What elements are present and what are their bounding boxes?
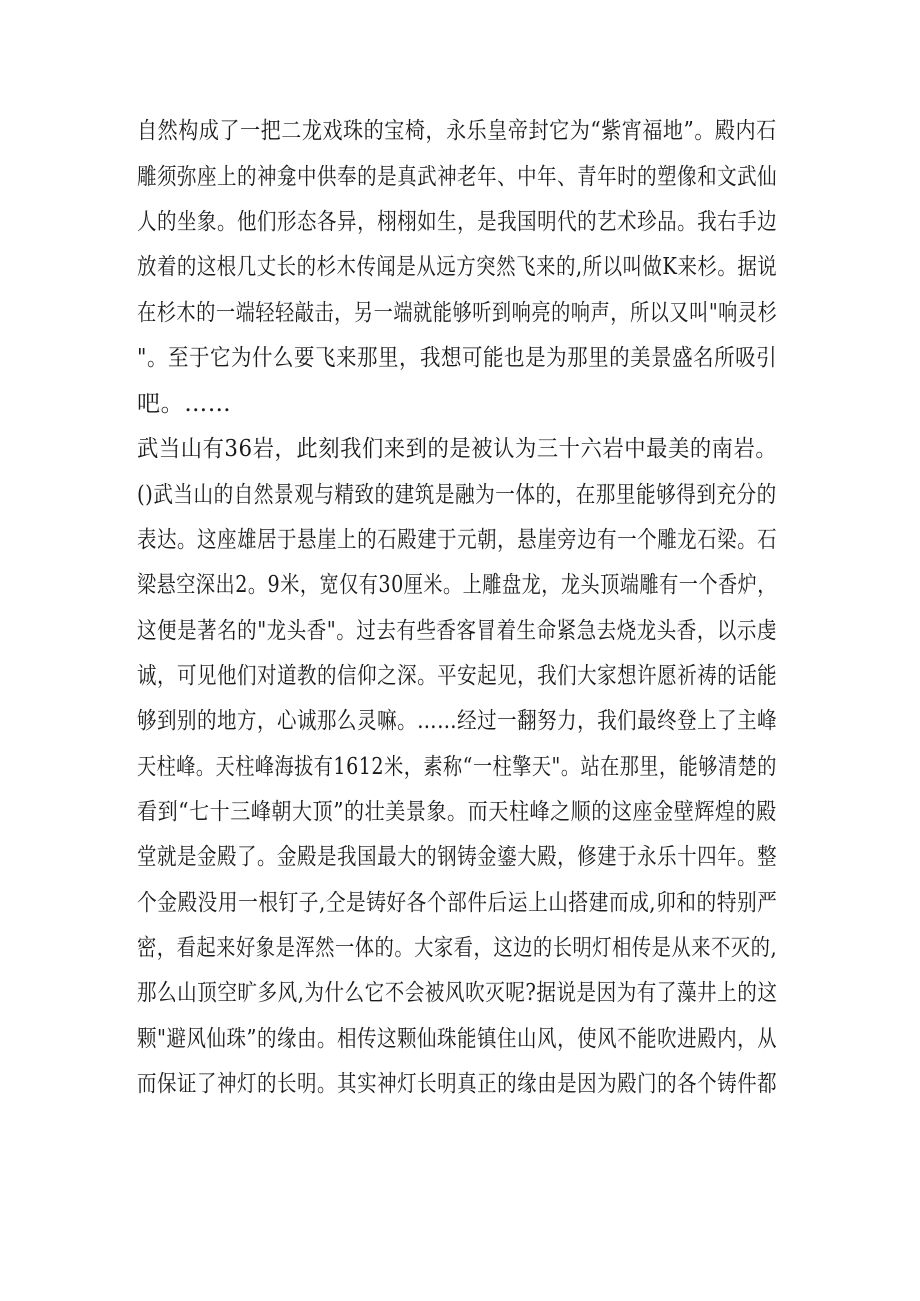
text-line: 武当山有36岩，此刻我们来到的是被认为三十六岩中最美的南岩。 [137, 436, 778, 462]
text-line: 在杉木的一端轻轻敲击，另一端就能够听到响亮的响声，所以又叫"响灵杉 [137, 300, 778, 326]
text-line: 堂就是金殿了。金殿是我国最大的钢铸金鎏大殿，修建于永乐十四年。整 [137, 844, 778, 870]
text-line: 吧。…… [137, 391, 232, 417]
text-line: 梁悬空深出2。9米，宽仅有30厘米。上雕盘龙，龙头顶端雕有一个香炉， [137, 572, 777, 598]
text-line: 人的坐象。他们形态各异，栩栩如生，是我国明代的艺术珍品。我右手边 [137, 209, 778, 235]
text-line: 密，看起来好象是浑然一体的。大家看，这边的长明灯相传是从来不灭的, [137, 935, 778, 961]
text-line: 个金殿没用一根钉子,仝是铸好各个部件后运上山搭建而成,卯和的特别严 [137, 890, 778, 916]
text-line: 诚，可见他们对道教的信仰之深。平安起见，我们大家想许愿祈祷的话能 [137, 663, 778, 689]
text-line: 放着的这根几丈长的杉木传闻是从远方突然飞来的,所以叫做K来杉。据说 [137, 254, 778, 280]
text-line: 这便是著名的"龙头香"。过去有些香客冒着生命紧急去烧龙头香，以示虔 [137, 618, 777, 644]
text-line: 表达。这座雄居于悬崖上的石殿建于元朝，悬崖旁边有一个雕龙石梁。石 [137, 527, 778, 553]
text-line: 而保证了神灯的长明。其实神灯长明真正的缘由是因为殿门的各个铸件都 [137, 1071, 778, 1097]
text-line: 雕须弥座上的神龛中供奉的是真武神老年、中年、青年时的塑像和文武仙 [137, 164, 778, 190]
text-line: 自然构成了一把二龙戏珠的宝椅，永乐皇帝封它为“紫宵福地”。殿内石 [137, 118, 777, 144]
text-line: 颗"避风仙珠”的缘由。相传这颗仙珠能镇住山风，使风不能吹进殿内，从 [137, 1026, 778, 1052]
text-line: "。至于它为什么要飞来那里，我想可能也是为那里的美景盛名所吸引 [137, 345, 778, 371]
text-line: 够到别的地方，心诚那么灵嘛。……经过一翻努力，我们最终登上了主峰 [137, 708, 778, 734]
text-line: ()武当山的自然景观与精致的建筑是融为一体的，在那里能够得到充分的 [137, 482, 777, 508]
text-line: 看到“七十三峰朝大顶”的壮美景象。而天柱峰之顺的这座金壁辉煌的殿 [137, 799, 777, 825]
text-line: 那么山顶空旷多风,为什么它不会被风吹灭呢?据说是因为有了藻井上的这 [137, 980, 778, 1006]
text-line: 天柱峰。天柱峰海拔有1612米，素称“一柱擎天"。站在那里，能够清楚的 [137, 754, 777, 780]
